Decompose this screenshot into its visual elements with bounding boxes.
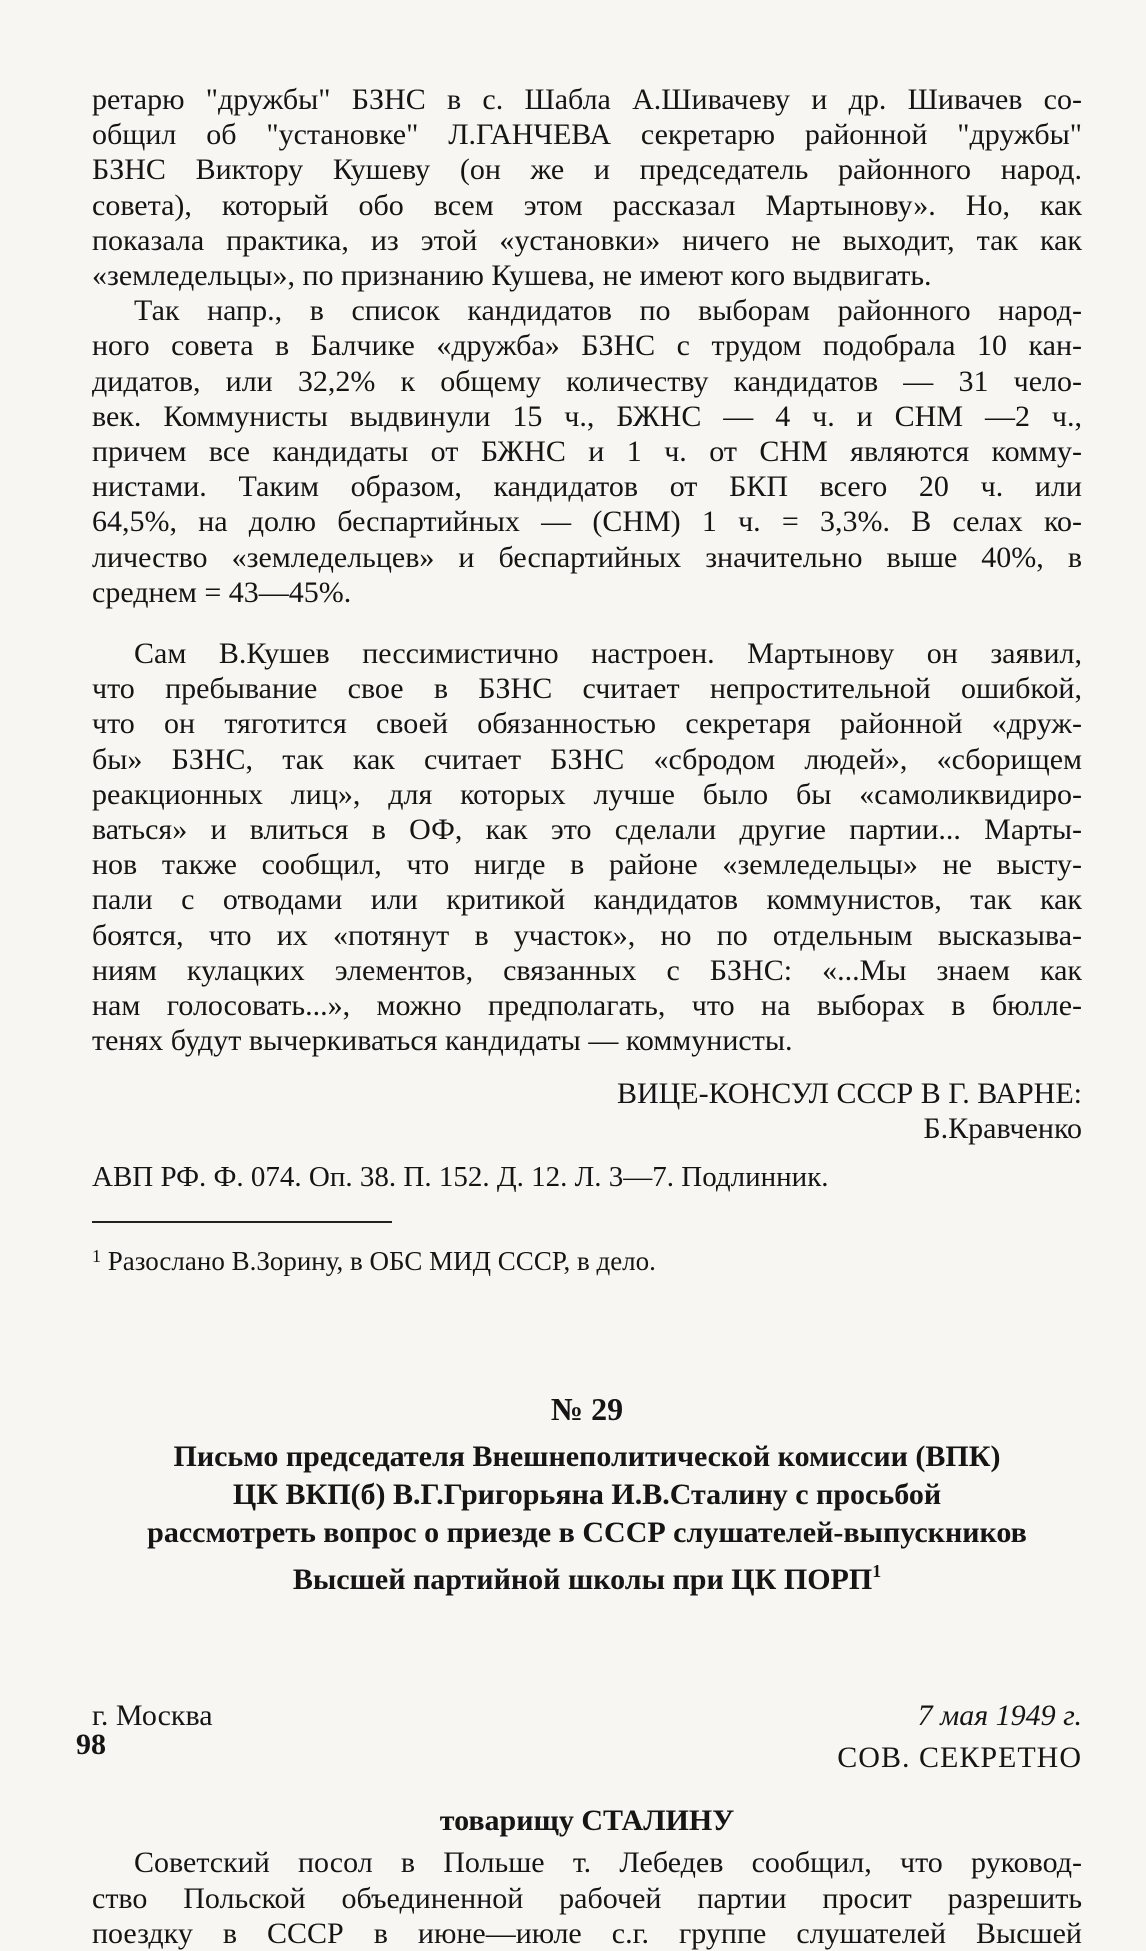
paragraph-1 xyxy=(92,82,1082,293)
text-line: ство Польской объединенной рабочей партии просит разрешить xyxy=(92,1881,1082,1915)
text-line: Сам В.Кушев пессимистично настроен. Мартынову он заявил, xyxy=(134,637,1082,671)
text-line: Так напр., в список кандидатов по выборам районного народ- xyxy=(134,294,1082,328)
text-line: ваться» и влиться в ОФ, как это сделали другие партии... Марты- xyxy=(92,813,1082,847)
text-line: нам голосовать...», можно предполагать, что на выборах в бюлле- xyxy=(92,989,1082,1023)
text-line: пали с отводами или критикой кандидатов коммунистов, так как xyxy=(92,883,1082,917)
document-number: № 29 xyxy=(550,1391,624,1428)
text-line: поездку в СССР в июне—июле с.г. группе слушателей Высшей xyxy=(92,1916,1082,1950)
text-line: ретарю "дружбы" БЗНС в с. Шабла А.Шивачеву и др. Шивачев со- xyxy=(92,83,1082,116)
document-page xyxy=(92,82,1082,1951)
text-line: среднем = 43—45%. xyxy=(92,575,352,609)
page-number: 98 xyxy=(76,1728,106,1761)
footnote-divider xyxy=(92,1221,392,1223)
text-line: показала практика, из этой «установки» ничего не выходит, так как xyxy=(92,223,1082,257)
footnote xyxy=(92,1239,1082,1278)
text-line: БЗНС Виктору Кушеву (он же и председатель районного народ. xyxy=(92,153,1082,187)
addressee: товарищу СТАЛИНУ xyxy=(439,1804,735,1838)
document-title xyxy=(92,1438,1082,1599)
text-line: общил об "установке" Л.ГАНЧЕВА секретарю районной "дружбы" xyxy=(92,118,1082,152)
text-line: дидатов, или 32,2% к общему количеству кандидатов — 31 чело- xyxy=(92,364,1082,398)
footnote-marker: 1 xyxy=(92,1246,101,1267)
text-line: боятся, что их «потянут в участок», но по отдельным высказыва- xyxy=(92,918,1082,952)
title-line: Письмо председателя Внешнеполитической комиссии (ВПК) xyxy=(173,1440,1001,1474)
signature-name: Б.Кравченко xyxy=(923,1112,1082,1146)
text-line: Советский посол в Польше т. Лебедев сообщил, что руковод- xyxy=(134,1846,1082,1880)
title-line: рассмотреть вопрос о приезде в СССР слушателей-выпускников xyxy=(147,1516,1027,1550)
document-meta xyxy=(92,1699,1082,1787)
title-line-last xyxy=(92,1552,1082,1599)
text-line: бы» БЗНС, так как считает БЗНС «сбродом людей», «сборищем xyxy=(92,742,1082,776)
text-line: причем все кандидаты от БЖНС и 1 ч. от СНМ являются комму- xyxy=(92,435,1082,469)
text-line: личество «земледельцев» и беспартийных значительно выше 40%, в xyxy=(92,540,1082,574)
text-line: реакционных лиц», для которых лучше было бы «самоликвидиро- xyxy=(92,777,1082,811)
text-line: что он тяготится своей обязанностью секретаря районной «друж- xyxy=(92,707,1082,741)
text-line: ного совета в Балчике «дружба» БЗНС с трудом подобрала 10 кан- xyxy=(92,329,1082,363)
document-date: 7 мая 1949 г. xyxy=(917,1699,1082,1733)
text-line: 64,5%, на долю беспартийных — (СНМ) 1 ч. = 3,3%. В селах ко- xyxy=(92,505,1082,539)
text-line: тенях будут вычеркиваться кандидаты — коммунисты. xyxy=(92,1024,793,1058)
document-place: г. Москва xyxy=(92,1699,213,1733)
text-line: ниям кулацких элементов, связанных с БЗНС: «...Мы знаем как xyxy=(92,953,1082,987)
archive-source: АВП РФ. Ф. 074. Оп. 38. П. 152. Д. 12. Л. 3—7. Подлинник. xyxy=(92,1161,829,1194)
title-line: Высшей партийной школы при ЦК ПОРП xyxy=(292,1563,873,1597)
title-footnote-marker: 1 xyxy=(872,1561,882,1582)
title-line: ЦК ВКП(б) В.Г.Григорьяна И.В.Сталину с просьбой xyxy=(232,1478,942,1512)
text-line: нистами. Таким образом, кандидатов от БКП всего 20 ч. или xyxy=(92,470,1082,504)
text-line: совета), который обо всем этом рассказал Мартынову». Но, как xyxy=(92,188,1082,222)
text-line: нов также сообщил, что нигде в районе «земледельцы» не высту- xyxy=(92,848,1082,882)
text-line: что пребывание свое в БЗНС считает непростительной ошибкой, xyxy=(92,672,1082,706)
footnote-text: Разослано В.Зорину, в ОБС МИД СССР, в дело. xyxy=(107,1246,656,1277)
classification-stamp: СОВ. СЕКРЕТНО xyxy=(837,1741,1082,1775)
letter-body xyxy=(92,1845,1082,1951)
paragraph-3 xyxy=(92,636,1082,1058)
text-line: век. Коммунисты выдвинули 15 ч., БЖНС — 4 ч. и СНМ —2 ч., xyxy=(92,399,1082,433)
paragraph-2 xyxy=(92,293,1082,610)
text-line: «земледельцы», по признанию Кушева, не имеют кого выдвигать. xyxy=(92,259,932,293)
signature-title: ВИЦЕ-КОНСУЛ СССР В Г. ВАРНЕ: xyxy=(616,1077,1082,1111)
